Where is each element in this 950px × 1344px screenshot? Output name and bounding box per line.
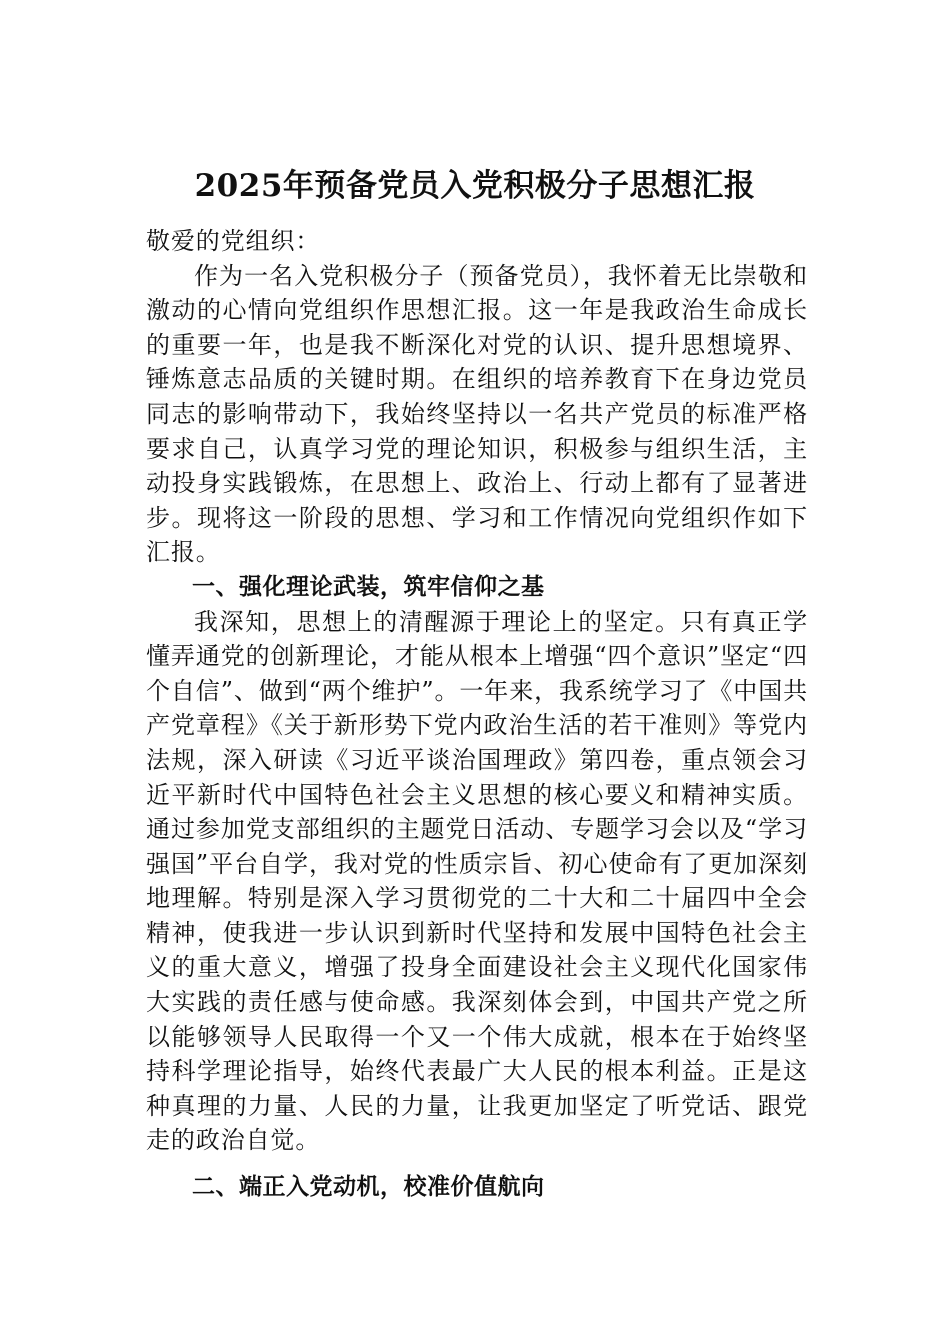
salutation: 敬爱的党组织： — [146, 227, 321, 255]
section-heading-1: 一、强化理论武装，筑牢信仰之基 — [192, 573, 545, 600]
section-1-paragraph: 我深知，思想上的清醒源于理论上的坚定。只有真正学懂弄通党的创新理论，才能从根本上增强“四个意识”坚定“四个自信”、做到“两个维护”。一年来，我系统学习了《中国共产党章程》《关于新形势下党内政治生活的若干准则》等党内法规，深入研读《习近平谈治国理政》第四卷，重点领会习近平新时代中国特色社会主义思想的核心要义和精神实质。通过参加党支部组织的主题党日活动、专题学习会以及“学习强国”平台自学，我对党的性质宗旨、初心使命有了更加深刻地理解。特别是深入学习贯彻党的二十大和二十届四中全会精神，使我进一步认识到新时代坚持和发展中国特色社会主义的重大意义，增强了投身全面建设社会主义现代化国家伟大实践的责任感与使命感。我深刻体会到，中国共产党之所以能够领导人民取得一个又一个伟大成就，根本在于始终坚持科学理论指导，始终代表最广大人民的根本利益。正是这种真理的力量、人民的力量，让我更加坚定了听党话、跟党走的政治自觉。 — [146, 607, 809, 1155]
intro-paragraph: 作为一名入党积极分子（预备党员），我怀着无比崇敬和激动的心情向党组织作思想汇报。这一年是我政治生命成长的重要一年，也是我不断深化对党的认识、提升思想境界、锤炼意志品质的关键时期。在组织的培养教育下在身边党员同志的影响带动下，我始终坚持以一名共产党员的标准严格要求自己，认真学习党的理论知识，积极参与组织生活，主动投身实践锻炼，在思想上、政治上、行动上都有了显著进步。现将这一阶段的思想、学习和工作情况向党组织作如下汇报。 — [146, 261, 808, 567]
document-body — [146, 224, 808, 1205]
document-title: 2025年预备党员入党积极分子思想汇报 — [194, 168, 756, 204]
section-heading-2: 二、端正入党动机，校准价值航向 — [192, 1174, 545, 1201]
